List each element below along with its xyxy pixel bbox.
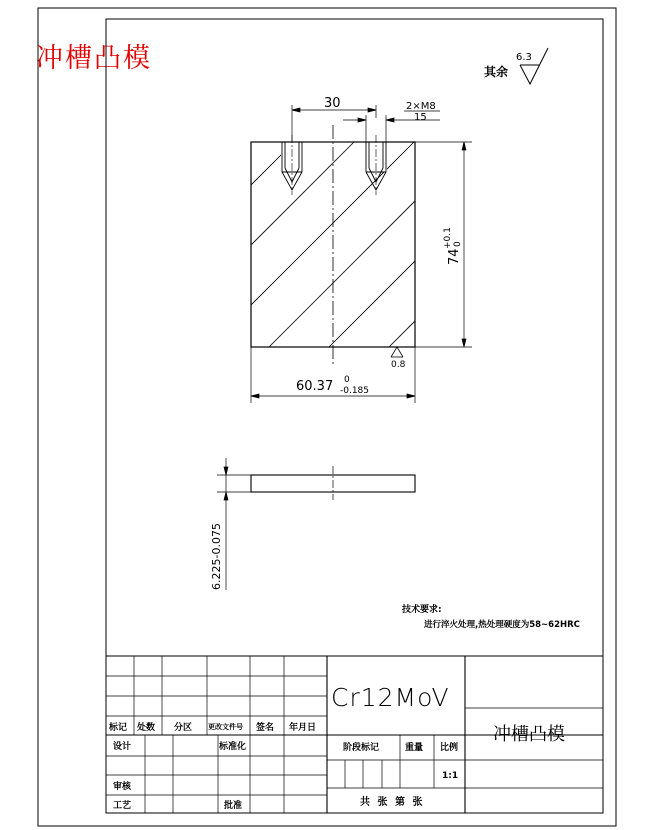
tb-ratio: 比例 [440,743,459,753]
drawing-title-red: 冲槽凸模 [36,43,152,74]
dim-height-base: 74 [447,248,462,265]
tech-req-line1: 进行淬火处理,热处理硬度为58~62HRC [424,620,580,630]
tb-label-date: 年月日 [289,723,317,733]
dim-thickness-text: 6.225-0.075 [210,523,223,590]
tb-sheets: 共 张 第 张 [360,797,425,808]
tb-label-change-doc: 更改文件号 [208,723,243,731]
tb-label-count: 处数 [137,723,156,733]
tb-stage-mark: 阶段标记 [343,743,380,753]
dim-height-lower: 0 [453,241,463,247]
tb-process: 工艺 [113,801,132,811]
tb-label-mark: 标记 [109,723,128,733]
side-view [210,458,415,590]
roughness-note [484,48,548,84]
tb-scale: 1:1 [442,771,459,781]
tb-label-zone: 分区 [174,723,193,733]
thread-callout-top: 2×M8 [406,101,436,112]
tb-weight: 重量 [405,743,424,753]
tech-req-heading: 技术要求: [402,605,442,615]
tb-approve: 批准 [224,801,243,811]
section-hatching [251,142,594,365]
dim-width-upper: 0 [344,375,350,385]
front-view [251,96,594,403]
dim-spacing-text: 30 [324,96,341,111]
tb-material: Cr12MoV [331,683,450,712]
bottom-roughness-value: 0.8 [391,360,406,370]
tb-standardize: 标准化 [219,742,247,752]
tb-label-sign: 签名 [256,723,275,733]
tb-part-name: 冲槽凸模 [493,724,565,745]
dim-height-upper: +0.1 [443,227,453,249]
dim-width-lower: -0.185 [340,386,370,396]
roughness-value: 6.3 [516,52,532,63]
dim-width-base: 60.37 [296,379,334,394]
thread-callout-bottom: 15 [414,112,427,123]
bottom-roughness [391,347,403,357]
tb-review: 审核 [113,782,132,792]
tb-design: 设计 [113,742,132,752]
roughness-prefix: 其余 [484,65,509,79]
